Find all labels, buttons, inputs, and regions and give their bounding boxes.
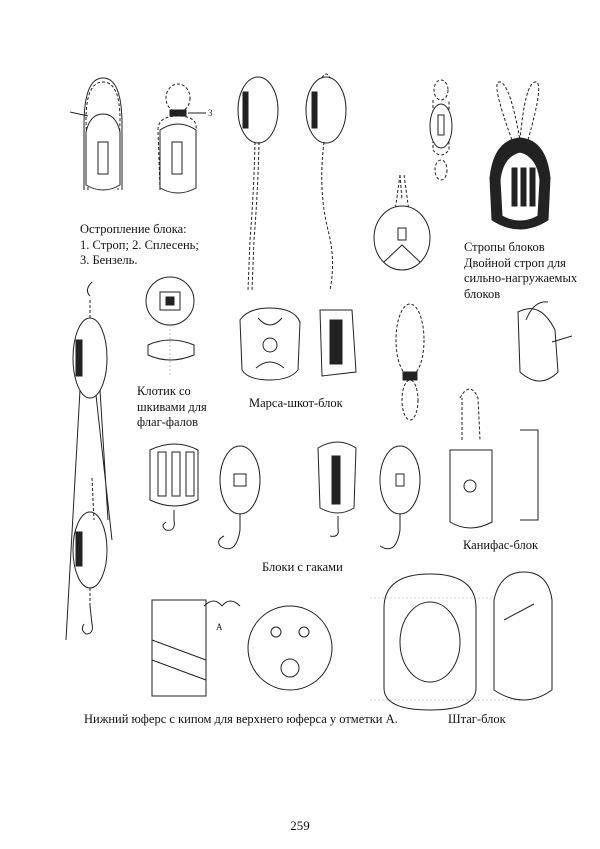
hook-block-drawing-3	[318, 442, 356, 536]
caption-line: Остропление блока:	[80, 222, 187, 236]
long-strop-drawing	[396, 304, 424, 420]
truck-drawing	[146, 277, 194, 375]
caption-line: Клотик со	[137, 384, 191, 398]
caption-line: флаг-фалов	[137, 415, 199, 429]
callout-3: 3	[208, 108, 213, 118]
caption-line: Стропы блоков	[464, 240, 545, 254]
hook-block-drawing-4	[380, 446, 420, 549]
hook-block-drawing-1	[150, 444, 198, 530]
deadeye-drawing	[152, 600, 332, 696]
caption-block-strops	[464, 240, 577, 302]
caption-line: 3. Бензель.	[80, 253, 138, 267]
tackle-drawing	[66, 282, 112, 640]
heavy-strop-block-drawing	[490, 82, 550, 229]
caption-topsail-sheet-block: Марса-шкот-блок	[249, 396, 343, 410]
caption-stropping	[80, 222, 199, 269]
tail-block-drawing-2	[306, 74, 346, 290]
bridle-block-drawing	[374, 175, 430, 270]
caption-snatch-block: Канифас-блок	[463, 538, 539, 552]
topsail-sheet-block-drawing	[240, 308, 356, 380]
caption-line: сильно-нагружаемых	[464, 271, 578, 285]
snatch-block-drawing	[450, 389, 538, 528]
snatch-side-drawing	[518, 302, 572, 381]
page-number: 259	[290, 818, 310, 833]
caption-truck	[137, 384, 207, 431]
strop-block-drawing-2	[158, 84, 206, 193]
caption-line: шкивами для	[137, 399, 207, 414]
caption-line: блоков	[464, 286, 501, 301]
stay-block-drawing	[370, 572, 552, 710]
caption-stay-block: Штаг-блок	[448, 712, 506, 726]
caption-deadeye: Нижний юферс с кипом для верхнего юферса у отметки А.	[84, 712, 398, 726]
small-strop-block-drawing	[430, 80, 452, 180]
caption-hook-blocks: Блоки с гаками	[262, 560, 343, 574]
hook-block-drawing-2	[219, 446, 260, 549]
tail-block-drawing-1	[238, 77, 278, 290]
caption-line: Двойной строп для	[464, 255, 566, 270]
caption-line: 1. Строп; 2. Сплесень;	[80, 237, 199, 252]
strop-block-drawing-1	[70, 78, 122, 190]
deadeye-mark: А	[216, 622, 223, 632]
